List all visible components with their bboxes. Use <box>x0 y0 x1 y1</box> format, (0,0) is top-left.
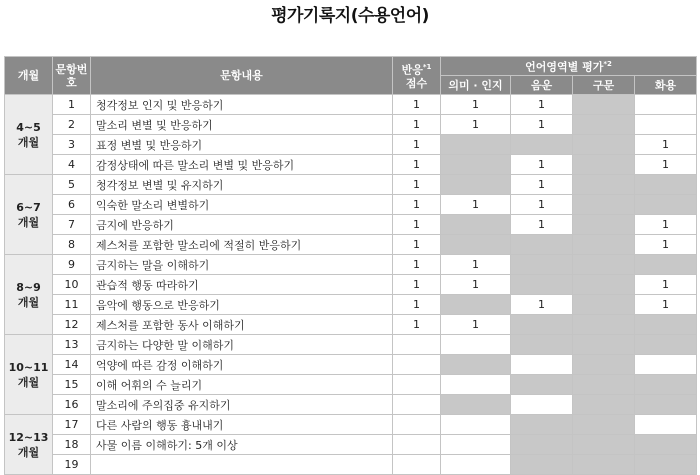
age-group-cell: 10~11 개월 <box>5 335 53 415</box>
header-syntax: 구문 <box>573 76 635 95</box>
phonology-cell: 1 <box>511 295 573 315</box>
header-semantic: 의미 · 인지 <box>441 76 511 95</box>
item-content-cell: 이해 어휘의 수 늘리기 <box>91 375 393 395</box>
pragmatics-cell <box>635 255 697 275</box>
item-content-cell: 익숙한 말소리 변별하기 <box>91 195 393 215</box>
item-number-cell: 4 <box>53 155 91 175</box>
item-number-cell: 18 <box>53 435 91 455</box>
table-row <box>5 435 697 455</box>
pragmatics-cell <box>635 115 697 135</box>
score-cell: 1 <box>393 255 441 275</box>
phonology-cell: 1 <box>511 95 573 115</box>
item-content-cell: 감정상태에 따른 말소리 변별 및 반응하기 <box>91 155 393 175</box>
item-number-cell: 5 <box>53 175 91 195</box>
pragmatics-cell: 1 <box>635 235 697 255</box>
table-body <box>5 95 697 475</box>
header-domain-group: 언어영역별 평가$^{*2}$ <box>441 57 697 76</box>
phonology-cell: 1 <box>511 175 573 195</box>
score-cell: 1 <box>393 175 441 195</box>
item-number-cell: 14 <box>53 355 91 375</box>
semantic-cell <box>441 395 511 415</box>
table-row <box>5 155 697 175</box>
semantic-cell <box>441 235 511 255</box>
pragmatics-cell: 1 <box>635 215 697 235</box>
item-number-cell: 11 <box>53 295 91 315</box>
phonology-cell: 1 <box>511 195 573 215</box>
item-content-cell: 금지하는 말을 이해하기 <box>91 255 393 275</box>
table-row <box>5 275 697 295</box>
table-row <box>5 235 697 255</box>
header-phonology: 음운 <box>511 76 573 95</box>
pragmatics-cell <box>635 395 697 415</box>
syntax-cell <box>573 155 635 175</box>
phonology-cell <box>511 315 573 335</box>
score-cell: 1 <box>393 295 441 315</box>
item-number-cell: 10 <box>53 275 91 295</box>
syntax-cell <box>573 215 635 235</box>
item-number-cell: 2 <box>53 115 91 135</box>
score-cell <box>393 335 441 355</box>
page-title: 평가기록지(수용언어) <box>271 6 429 26</box>
pragmatics-cell: 1 <box>635 275 697 295</box>
item-number-cell: 7 <box>53 215 91 235</box>
semantic-cell <box>441 415 511 435</box>
item-number-cell: 13 <box>53 335 91 355</box>
syntax-cell <box>573 175 635 195</box>
syntax-cell <box>573 195 635 215</box>
semantic-cell: 1 <box>441 275 511 295</box>
semantic-cell <box>441 175 511 195</box>
syntax-cell <box>573 455 635 475</box>
phonology-cell <box>511 375 573 395</box>
item-content-cell: 말소리 변별 및 반응하기 <box>91 115 393 135</box>
syntax-cell <box>573 255 635 275</box>
item-content-cell: 청각정보 인지 및 반응하기 <box>91 95 393 115</box>
item-content-cell: 금지에 반응하기 <box>91 215 393 235</box>
table-row <box>5 395 697 415</box>
syntax-cell <box>573 315 635 335</box>
item-content-cell: 사물 이름 이해하기: 5개 이상 <box>91 435 393 455</box>
phonology-cell <box>511 135 573 155</box>
item-number-cell: 8 <box>53 235 91 255</box>
syntax-cell <box>573 415 635 435</box>
score-cell <box>393 355 441 375</box>
item-number-cell: 1 <box>53 95 91 115</box>
score-cell: 1 <box>393 195 441 215</box>
pragmatics-cell <box>635 355 697 375</box>
table-row <box>5 135 697 155</box>
item-content-cell: 금지하는 다양한 말 이해하기 <box>91 335 393 355</box>
phonology-cell <box>511 455 573 475</box>
table-row <box>5 175 697 195</box>
semantic-cell: 1 <box>441 95 511 115</box>
item-content-cell: 표정 변별 및 반응하기 <box>91 135 393 155</box>
item-number-cell: 17 <box>53 415 91 435</box>
phonology-cell <box>511 275 573 295</box>
semantic-cell: 1 <box>441 315 511 335</box>
pragmatics-cell: 1 <box>635 135 697 155</box>
item-content-cell: 말소리에 주의집중 유지하기 <box>91 395 393 415</box>
table-row <box>5 295 697 315</box>
syntax-cell <box>573 275 635 295</box>
item-content-cell: 제스처를 포함한 말소리에 적절히 반응하기 <box>91 235 393 255</box>
item-number-cell: 19 <box>53 455 91 475</box>
item-content-cell: 제스처를 포함한 동사 이해하기 <box>91 315 393 335</box>
pragmatics-cell <box>635 95 697 115</box>
phonology-cell: 1 <box>511 115 573 135</box>
header-pragmatics: 화용 <box>635 76 697 95</box>
semantic-cell <box>441 295 511 315</box>
semantic-cell: 1 <box>441 115 511 135</box>
pragmatics-cell <box>635 455 697 475</box>
score-cell: 1 <box>393 115 441 135</box>
syntax-cell <box>573 375 635 395</box>
phonology-cell <box>511 395 573 415</box>
score-cell: 1 <box>393 135 441 155</box>
score-cell: 1 <box>393 155 441 175</box>
header-response-score: 반응$^{*1}$ 점수 <box>393 57 441 95</box>
item-content-cell: 음악에 행동으로 반응하기 <box>91 295 393 315</box>
score-cell <box>393 415 441 435</box>
semantic-cell <box>441 335 511 355</box>
score-cell: 1 <box>393 95 441 115</box>
syntax-cell <box>573 135 635 155</box>
pragmatics-cell <box>635 335 697 355</box>
table-row <box>5 255 697 275</box>
score-cell <box>393 395 441 415</box>
syntax-cell <box>573 115 635 135</box>
score-cell <box>393 375 441 395</box>
semantic-cell <box>441 435 511 455</box>
phonology-cell: 1 <box>511 215 573 235</box>
phonology-cell <box>511 415 573 435</box>
age-group-cell: 6~7 개월 <box>5 175 53 255</box>
phonology-cell <box>511 335 573 355</box>
syntax-cell <box>573 95 635 115</box>
table-row <box>5 375 697 395</box>
phonology-cell <box>511 355 573 375</box>
semantic-cell <box>441 215 511 235</box>
phonology-cell: 1 <box>511 155 573 175</box>
header-content: 문항내용 <box>91 57 393 95</box>
score-cell <box>393 435 441 455</box>
pragmatics-cell <box>635 175 697 195</box>
syntax-cell <box>573 395 635 415</box>
table-row <box>5 355 697 375</box>
header-age: 개월 <box>5 57 53 95</box>
age-group-cell: 12~13 개월 <box>5 415 53 475</box>
item-number-cell: 15 <box>53 375 91 395</box>
pragmatics-cell <box>635 315 697 335</box>
syntax-cell <box>573 355 635 375</box>
item-content-cell: 다른 사람의 행동 흉내내기 <box>91 415 393 435</box>
pragmatics-cell <box>635 435 697 455</box>
item-content-cell <box>91 455 393 475</box>
semantic-cell: 1 <box>441 195 511 215</box>
table-row <box>5 195 697 215</box>
table-row <box>5 315 697 335</box>
score-cell: 1 <box>393 315 441 335</box>
phonology-cell <box>511 235 573 255</box>
score-cell: 1 <box>393 215 441 235</box>
score-cell: 1 <box>393 275 441 295</box>
header-number: 문항번호 <box>53 57 91 95</box>
score-cell <box>393 455 441 475</box>
table-row <box>5 215 697 235</box>
syntax-cell <box>573 235 635 255</box>
item-number-cell: 16 <box>53 395 91 415</box>
table-row <box>5 95 697 115</box>
semantic-cell <box>441 355 511 375</box>
syntax-cell <box>573 335 635 355</box>
evaluation-table <box>4 56 697 475</box>
age-group-cell: 8~9 개월 <box>5 255 53 335</box>
semantic-cell <box>441 135 511 155</box>
semantic-cell: 1 <box>441 255 511 275</box>
age-group-cell: 4~5 개월 <box>5 95 53 175</box>
table-row <box>5 455 697 475</box>
table-row <box>5 335 697 355</box>
pragmatics-cell: 1 <box>635 295 697 315</box>
pragmatics-cell <box>635 375 697 395</box>
semantic-cell <box>441 155 511 175</box>
syntax-cell <box>573 295 635 315</box>
item-number-cell: 12 <box>53 315 91 335</box>
syntax-cell <box>573 435 635 455</box>
item-number-cell: 6 <box>53 195 91 215</box>
pragmatics-cell <box>635 415 697 435</box>
phonology-cell <box>511 255 573 275</box>
item-number-cell: 3 <box>53 135 91 155</box>
semantic-cell <box>441 455 511 475</box>
table-row <box>5 415 697 435</box>
pragmatics-cell <box>635 195 697 215</box>
semantic-cell <box>441 375 511 395</box>
item-content-cell: 청각정보 변별 및 유지하기 <box>91 175 393 195</box>
item-content-cell: 억양에 따른 감정 이해하기 <box>91 355 393 375</box>
pragmatics-cell: 1 <box>635 155 697 175</box>
score-cell: 1 <box>393 235 441 255</box>
item-number-cell: 9 <box>53 255 91 275</box>
table-row <box>5 115 697 135</box>
phonology-cell <box>511 435 573 455</box>
item-content-cell: 관습적 행동 따라하기 <box>91 275 393 295</box>
